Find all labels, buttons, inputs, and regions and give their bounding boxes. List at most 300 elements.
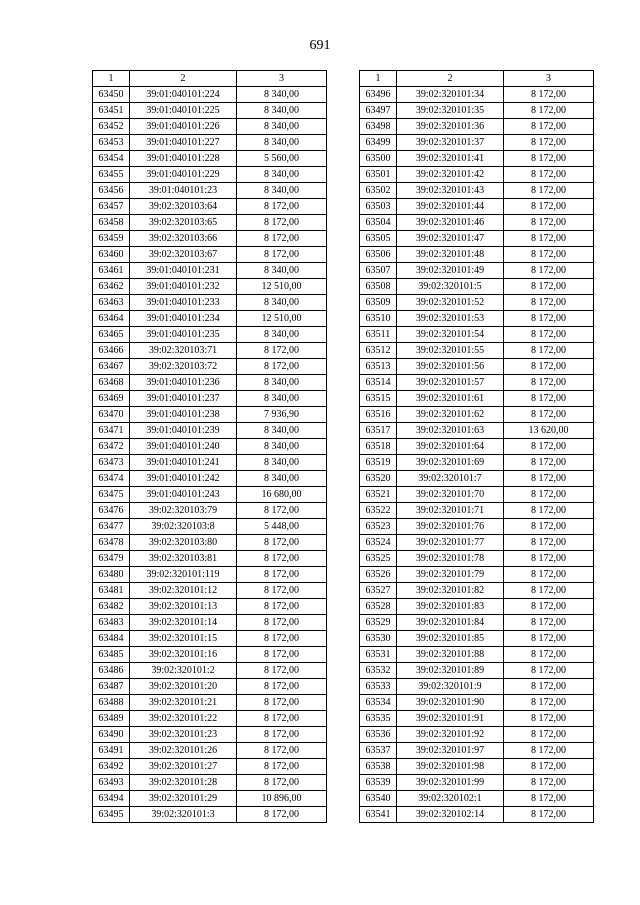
row-number: 63480 <box>93 567 130 583</box>
table-row <box>93 791 327 807</box>
value: 8 172,00 <box>504 391 594 407</box>
row-number: 63524 <box>360 535 397 551</box>
table-row <box>360 519 594 535</box>
row-number: 63479 <box>93 551 130 567</box>
cadastral-number: 39:02:320101:77 <box>397 535 504 551</box>
table-row <box>93 567 327 583</box>
table-row <box>93 727 327 743</box>
value: 5 560,00 <box>237 151 327 167</box>
table-row <box>360 279 594 295</box>
value: 8 172,00 <box>504 807 594 823</box>
row-number: 63457 <box>93 199 130 215</box>
row-number: 63472 <box>93 439 130 455</box>
cadastral-number: 39:02:320101:35 <box>397 103 504 119</box>
value: 8 172,00 <box>237 535 327 551</box>
value: 8 172,00 <box>504 183 594 199</box>
cadastral-number: 39:02:320101:82 <box>397 583 504 599</box>
table-row <box>360 215 594 231</box>
value: 8 172,00 <box>504 407 594 423</box>
cadastral-number: 39:01:040101:235 <box>130 327 237 343</box>
cadastral-number: 39:02:320101:85 <box>397 631 504 647</box>
cadastral-number: 39:02:320101:78 <box>397 551 504 567</box>
row-number: 63514 <box>360 375 397 391</box>
cadastral-number: 39:02:320101:44 <box>397 199 504 215</box>
value: 8 172,00 <box>504 535 594 551</box>
row-number: 63509 <box>360 295 397 311</box>
value: 8 172,00 <box>504 631 594 647</box>
row-number: 63485 <box>93 647 130 663</box>
table-row <box>360 167 594 183</box>
row-number: 63530 <box>360 631 397 647</box>
cadastral-number: 39:02:320101:22 <box>130 711 237 727</box>
cadastral-number: 39:01:040101:233 <box>130 295 237 311</box>
row-number: 63462 <box>93 279 130 295</box>
value: 8 172,00 <box>237 727 327 743</box>
table-row <box>93 167 327 183</box>
table-row <box>360 679 594 695</box>
row-number: 63455 <box>93 167 130 183</box>
cadastral-number: 39:02:320101:84 <box>397 615 504 631</box>
table-row <box>93 199 327 215</box>
table-row <box>93 535 327 551</box>
value: 8 172,00 <box>237 503 327 519</box>
table-row <box>93 183 327 199</box>
cadastral-number: 39:01:040101:242 <box>130 471 237 487</box>
row-number: 63453 <box>93 135 130 151</box>
value: 8 172,00 <box>237 583 327 599</box>
table-row <box>93 679 327 695</box>
table-row <box>360 439 594 455</box>
cadastral-number: 39:02:320101:26 <box>130 743 237 759</box>
value: 8 172,00 <box>504 167 594 183</box>
cadastral-number: 39:01:040101:236 <box>130 375 237 391</box>
row-number: 63458 <box>93 215 130 231</box>
table-row <box>93 711 327 727</box>
table-row <box>360 119 594 135</box>
cadastral-number: 39:02:320101:99 <box>397 775 504 791</box>
value: 8 172,00 <box>237 743 327 759</box>
table-row <box>360 407 594 423</box>
cadastral-number: 39:02:320103:65 <box>130 215 237 231</box>
table-row <box>93 503 327 519</box>
value: 8 172,00 <box>504 311 594 327</box>
value: 8 172,00 <box>237 759 327 775</box>
row-number: 63494 <box>93 791 130 807</box>
table-row <box>360 807 594 823</box>
row-number: 63452 <box>93 119 130 135</box>
table-row <box>93 231 327 247</box>
cadastral-number: 39:02:320101:54 <box>397 327 504 343</box>
cadastral-number: 39:02:320101:2 <box>130 663 237 679</box>
cadastral-number: 39:02:320103:72 <box>130 359 237 375</box>
row-number: 63535 <box>360 711 397 727</box>
cadastral-number: 39:02:320101:9 <box>397 679 504 695</box>
table-row <box>360 391 594 407</box>
table-row <box>93 695 327 711</box>
cadastral-number: 39:02:320101:89 <box>397 663 504 679</box>
cadastral-number: 39:01:040101:241 <box>130 455 237 471</box>
value: 8 340,00 <box>237 183 327 199</box>
column-header-3: 3 <box>237 71 327 87</box>
cadastral-number: 39:02:320103:66 <box>130 231 237 247</box>
table-row <box>93 375 327 391</box>
value: 8 172,00 <box>504 551 594 567</box>
table-row <box>93 487 327 503</box>
row-number: 63515 <box>360 391 397 407</box>
value: 8 340,00 <box>237 375 327 391</box>
table-row <box>360 695 594 711</box>
cadastral-number: 39:02:320103:67 <box>130 247 237 263</box>
value: 8 172,00 <box>504 743 594 759</box>
cadastral-number: 39:02:320101:23 <box>130 727 237 743</box>
value: 8 172,00 <box>504 759 594 775</box>
value: 8 172,00 <box>504 199 594 215</box>
row-number: 63502 <box>360 183 397 199</box>
value: 8 172,00 <box>237 807 327 823</box>
row-number: 63520 <box>360 471 397 487</box>
value: 8 172,00 <box>504 471 594 487</box>
cadastral-number: 39:02:320101:49 <box>397 263 504 279</box>
cadastral-number: 39:01:040101:240 <box>130 439 237 455</box>
cadastral-number: 39:02:320101:48 <box>397 247 504 263</box>
row-number: 63488 <box>93 695 130 711</box>
cadastral-number: 39:02:320101:3 <box>130 807 237 823</box>
row-number: 63525 <box>360 551 397 567</box>
row-number: 63475 <box>93 487 130 503</box>
table-header-row <box>93 71 327 87</box>
row-number: 63501 <box>360 167 397 183</box>
cadastral-number: 39:02:320101:52 <box>397 295 504 311</box>
cadastral-number: 39:02:320101:36 <box>397 119 504 135</box>
row-number: 63513 <box>360 359 397 375</box>
table-row <box>93 119 327 135</box>
cadastral-number: 39:02:320101:57 <box>397 375 504 391</box>
cadastral-number: 39:02:320101:88 <box>397 647 504 663</box>
row-number: 63471 <box>93 423 130 439</box>
table-row <box>360 359 594 375</box>
table-row <box>93 247 327 263</box>
row-number: 63468 <box>93 375 130 391</box>
row-number: 63526 <box>360 567 397 583</box>
value: 8 172,00 <box>504 359 594 375</box>
value: 8 172,00 <box>504 647 594 663</box>
table-row <box>360 183 594 199</box>
value: 8 340,00 <box>237 295 327 311</box>
row-number: 63474 <box>93 471 130 487</box>
cadastral-number: 39:01:040101:234 <box>130 311 237 327</box>
value: 8 172,00 <box>504 151 594 167</box>
value: 8 172,00 <box>504 87 594 103</box>
cadastral-number: 39:02:320101:29 <box>130 791 237 807</box>
value: 8 172,00 <box>504 455 594 471</box>
row-number: 63476 <box>93 503 130 519</box>
cadastral-number: 39:02:320101:20 <box>130 679 237 695</box>
table-row <box>360 487 594 503</box>
table-row <box>93 327 327 343</box>
table-row <box>360 151 594 167</box>
table-row <box>93 599 327 615</box>
value: 8 172,00 <box>504 103 594 119</box>
value: 7 936,90 <box>237 407 327 423</box>
row-number: 63521 <box>360 487 397 503</box>
row-number: 63463 <box>93 295 130 311</box>
row-number: 63519 <box>360 455 397 471</box>
row-number: 63456 <box>93 183 130 199</box>
value: 8 172,00 <box>237 343 327 359</box>
table-row <box>360 647 594 663</box>
cadastral-number: 39:01:040101:227 <box>130 135 237 151</box>
row-number: 63493 <box>93 775 130 791</box>
value: 8 172,00 <box>504 487 594 503</box>
table-row <box>360 199 594 215</box>
row-number: 63532 <box>360 663 397 679</box>
value: 8 340,00 <box>237 439 327 455</box>
row-number: 63473 <box>93 455 130 471</box>
value: 8 172,00 <box>504 135 594 151</box>
value: 8 340,00 <box>237 135 327 151</box>
cadastral-number: 39:02:320101:83 <box>397 599 504 615</box>
value: 12 510,00 <box>237 311 327 327</box>
table-row <box>93 151 327 167</box>
value: 13 620,00 <box>504 423 594 439</box>
table-row <box>360 743 594 759</box>
table-row <box>360 375 594 391</box>
row-number: 63459 <box>93 231 130 247</box>
cadastral-number: 39:02:320101:76 <box>397 519 504 535</box>
table-row <box>360 551 594 567</box>
row-number: 63497 <box>360 103 397 119</box>
table-row <box>93 391 327 407</box>
row-number: 63465 <box>93 327 130 343</box>
value: 8 172,00 <box>504 375 594 391</box>
column-header-1: 1 <box>93 71 130 87</box>
cadastral-number: 39:01:040101:231 <box>130 263 237 279</box>
table-row <box>93 759 327 775</box>
row-number: 63540 <box>360 791 397 807</box>
table-row <box>360 471 594 487</box>
row-number: 63469 <box>93 391 130 407</box>
row-number: 63483 <box>93 615 130 631</box>
table-row <box>93 551 327 567</box>
value: 8 172,00 <box>237 695 327 711</box>
cadastral-number: 39:02:320101:46 <box>397 215 504 231</box>
row-number: 63491 <box>93 743 130 759</box>
value: 8 172,00 <box>504 791 594 807</box>
row-number: 63464 <box>93 311 130 327</box>
value: 8 172,00 <box>237 711 327 727</box>
value: 10 896,00 <box>237 791 327 807</box>
cadastral-number: 39:02:320101:64 <box>397 439 504 455</box>
cadastral-number: 39:02:320101:69 <box>397 455 504 471</box>
row-number: 63512 <box>360 343 397 359</box>
table-row <box>360 423 594 439</box>
cadastral-number: 39:02:320101:71 <box>397 503 504 519</box>
table-header-row <box>360 71 594 87</box>
value: 8 172,00 <box>504 727 594 743</box>
table-body-right <box>360 87 594 823</box>
row-number: 63454 <box>93 151 130 167</box>
cadastral-number: 39:02:320101:119 <box>130 567 237 583</box>
table-row <box>93 407 327 423</box>
table-row <box>93 583 327 599</box>
table-row <box>360 727 594 743</box>
table-row <box>360 455 594 471</box>
row-number: 63499 <box>360 135 397 151</box>
value: 8 172,00 <box>237 247 327 263</box>
row-number: 63486 <box>93 663 130 679</box>
value: 8 172,00 <box>504 567 594 583</box>
table-row <box>93 295 327 311</box>
cadastral-number: 39:02:320101:34 <box>397 87 504 103</box>
cadastral-number: 39:02:320101:7 <box>397 471 504 487</box>
table-row <box>93 343 327 359</box>
table-row <box>93 135 327 151</box>
row-number: 63482 <box>93 599 130 615</box>
cadastral-number: 39:02:320101:91 <box>397 711 504 727</box>
registry-table-right <box>359 70 594 823</box>
table-row <box>360 247 594 263</box>
table-row <box>93 423 327 439</box>
row-number: 63503 <box>360 199 397 215</box>
table-row <box>360 775 594 791</box>
table-row <box>93 471 327 487</box>
table-body-left <box>93 87 327 823</box>
column-header-3: 3 <box>504 71 594 87</box>
cadastral-number: 39:02:320101:53 <box>397 311 504 327</box>
cadastral-number: 39:02:320102:14 <box>397 807 504 823</box>
table-row <box>93 647 327 663</box>
value: 8 172,00 <box>237 599 327 615</box>
cadastral-number: 39:02:320101:42 <box>397 167 504 183</box>
table-row <box>93 663 327 679</box>
cadastral-number: 39:01:040101:237 <box>130 391 237 407</box>
cadastral-number: 39:02:320101:28 <box>130 775 237 791</box>
row-number: 63490 <box>93 727 130 743</box>
row-number: 63537 <box>360 743 397 759</box>
value: 8 340,00 <box>237 87 327 103</box>
row-number: 63506 <box>360 247 397 263</box>
value: 8 340,00 <box>237 119 327 135</box>
value: 8 172,00 <box>237 215 327 231</box>
row-number: 63508 <box>360 279 397 295</box>
row-number: 63451 <box>93 103 130 119</box>
table-row <box>93 615 327 631</box>
cadastral-number: 39:02:320101:55 <box>397 343 504 359</box>
value: 8 172,00 <box>237 551 327 567</box>
value: 8 172,00 <box>504 439 594 455</box>
row-number: 63487 <box>93 679 130 695</box>
row-number: 63484 <box>93 631 130 647</box>
table-row <box>93 263 327 279</box>
value: 8 172,00 <box>237 359 327 375</box>
row-number: 63527 <box>360 583 397 599</box>
column-header-2: 2 <box>397 71 504 87</box>
cadastral-number: 39:02:320101:90 <box>397 695 504 711</box>
row-number: 63461 <box>93 263 130 279</box>
row-number: 63529 <box>360 615 397 631</box>
cadastral-number: 39:01:040101:232 <box>130 279 237 295</box>
table-row <box>93 311 327 327</box>
table-row <box>360 295 594 311</box>
value: 8 172,00 <box>504 215 594 231</box>
row-number: 63498 <box>360 119 397 135</box>
row-number: 63541 <box>360 807 397 823</box>
table-row <box>360 599 594 615</box>
cadastral-number: 39:02:320101:92 <box>397 727 504 743</box>
value: 8 340,00 <box>237 327 327 343</box>
table-row <box>360 759 594 775</box>
table-row <box>93 279 327 295</box>
value: 8 172,00 <box>237 615 327 631</box>
row-number: 63478 <box>93 535 130 551</box>
row-number: 63533 <box>360 679 397 695</box>
row-number: 63522 <box>360 503 397 519</box>
table-row <box>360 631 594 647</box>
value: 8 172,00 <box>237 647 327 663</box>
table-row <box>360 615 594 631</box>
value: 8 172,00 <box>237 199 327 215</box>
row-number: 63470 <box>93 407 130 423</box>
cadastral-number: 39:02:320103:64 <box>130 199 237 215</box>
row-number: 63538 <box>360 759 397 775</box>
row-number: 63531 <box>360 647 397 663</box>
row-number: 63450 <box>93 87 130 103</box>
cadastral-number: 39:01:040101:225 <box>130 103 237 119</box>
row-number: 63466 <box>93 343 130 359</box>
cadastral-number: 39:01:040101:229 <box>130 167 237 183</box>
cadastral-number: 39:01:040101:226 <box>130 119 237 135</box>
value: 8 340,00 <box>237 391 327 407</box>
value: 8 172,00 <box>504 599 594 615</box>
value: 8 172,00 <box>504 247 594 263</box>
table-row <box>360 327 594 343</box>
value: 16 680,00 <box>237 487 327 503</box>
value: 8 172,00 <box>504 279 594 295</box>
value: 8 172,00 <box>504 119 594 135</box>
row-number: 63481 <box>93 583 130 599</box>
value: 8 340,00 <box>237 455 327 471</box>
cadastral-number: 39:01:040101:238 <box>130 407 237 423</box>
value: 8 172,00 <box>504 695 594 711</box>
cadastral-number: 39:02:320101:61 <box>397 391 504 407</box>
row-number: 63528 <box>360 599 397 615</box>
row-number: 63536 <box>360 727 397 743</box>
cadastral-number: 39:02:320103:81 <box>130 551 237 567</box>
cadastral-number: 39:02:320101:62 <box>397 407 504 423</box>
table-row <box>360 343 594 359</box>
row-number: 63510 <box>360 311 397 327</box>
row-number: 63500 <box>360 151 397 167</box>
cadastral-number: 39:02:320102:1 <box>397 791 504 807</box>
value: 8 340,00 <box>237 103 327 119</box>
cadastral-number: 39:02:320101:16 <box>130 647 237 663</box>
cadastral-number: 39:02:320101:79 <box>397 567 504 583</box>
cadastral-number: 39:01:040101:243 <box>130 487 237 503</box>
row-number: 63467 <box>93 359 130 375</box>
row-number: 63518 <box>360 439 397 455</box>
row-number: 63504 <box>360 215 397 231</box>
table-row <box>93 359 327 375</box>
table-row <box>360 103 594 119</box>
cadastral-number: 39:02:320101:41 <box>397 151 504 167</box>
row-number: 63511 <box>360 327 397 343</box>
cadastral-number: 39:02:320103:71 <box>130 343 237 359</box>
table-row <box>360 791 594 807</box>
value: 8 172,00 <box>237 231 327 247</box>
table-row <box>360 567 594 583</box>
row-number: 63492 <box>93 759 130 775</box>
table-row <box>93 743 327 759</box>
